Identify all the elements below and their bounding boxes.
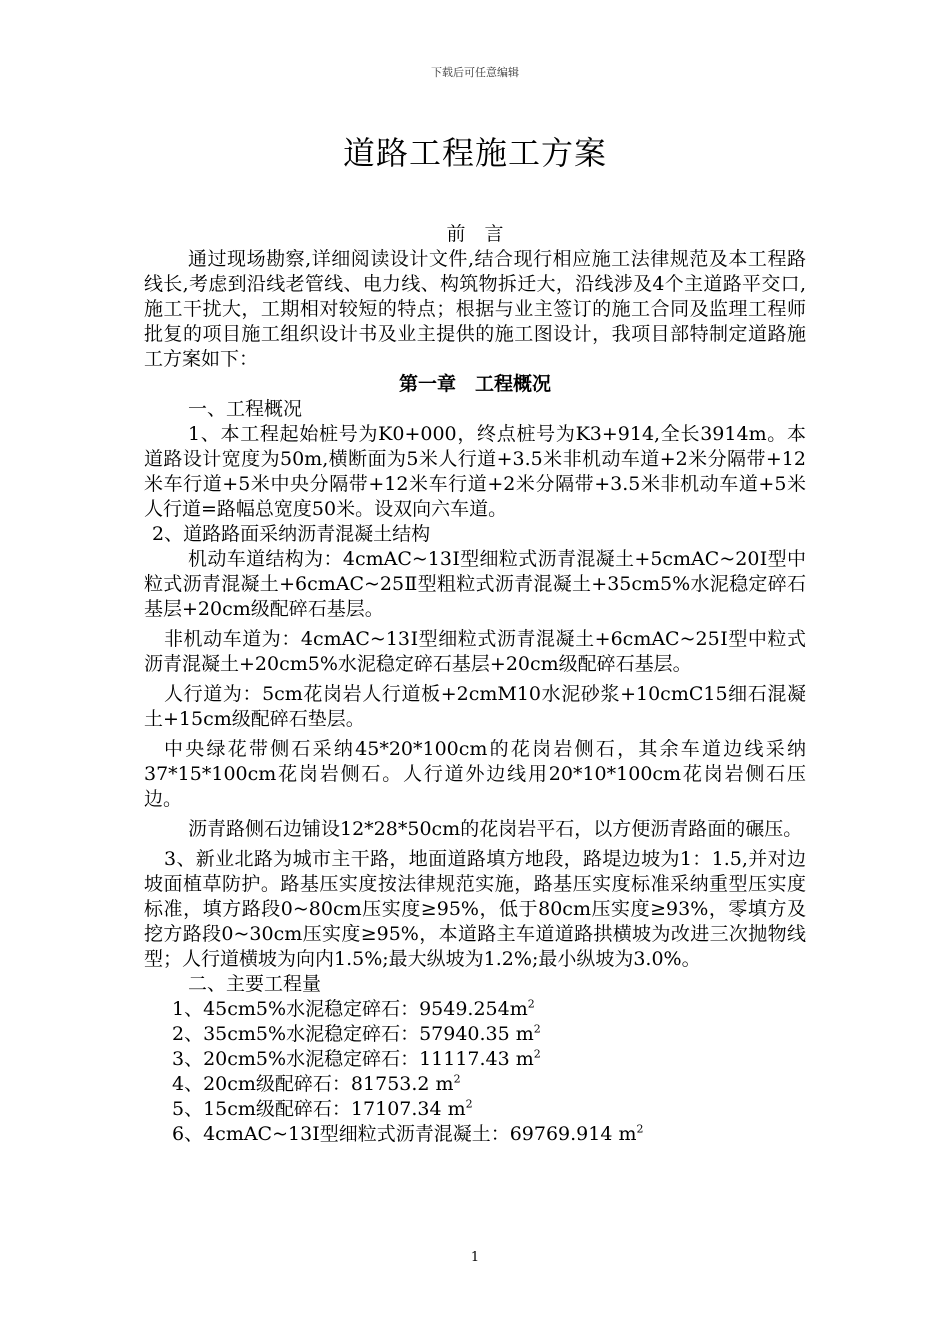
paragraph-route-info: 1、本工程起始桩号为K0+000，终点桩号为K3+914,全长3914m。本道路设计宽度为50m,横断面为5米人行道+3.5米非机动车道+2米分隔带+12米车行道+5米中央分隔带+12米车行道+2米分隔带+3.5米非机动车道+5米人行道=路幅总宽度50米。设双向六车道。 bbox=[144, 423, 806, 520]
paragraph-curbstone: 中央绿花带侧石采纳45*20*100cm的花岗岩侧石，其余车道边线采纳37*15*100cm花岗岩侧石。人行道外边线用20*10*100cm花岗岩侧石压边。 bbox=[144, 738, 806, 810]
preface-heading: 前 言 bbox=[446, 223, 504, 245]
page-number: 1 bbox=[470, 1250, 480, 1265]
document-title: 道路工程施工方案 bbox=[342, 134, 607, 172]
quantity-item: 1、45cm5%水泥稳定碎石：$9549.254m^2$ bbox=[172, 997, 535, 1020]
paragraph-pavement-structure: 2、道路路面采纳沥青混凝土结构 bbox=[152, 523, 431, 545]
paragraph-subgrade: 3、新业北路为城市主干路，地面道路填方地段，路堤边坡为1：1.5,并对边坡面植草防护。路基压实度按法律规范实施，路基压实度标准采纳重型压实度标准，填方路段0~80cm压实度≥95%，低于80cm压实度≥93%，零填方及挖方路段0~30cm压实度≥95%，本道路主车道道路拱横坡为改进三次抛物线型；人行道横坡为向内1.5%;最大纵坡为1.2%;最小纵坡为3.0%。 bbox=[144, 848, 806, 970]
paragraph-flat-stone: 沥青路侧石边铺设12*28*50cm的花岗岩平石，以方便沥青路面的碾压。 bbox=[188, 818, 803, 840]
quantity-item: 3、20cm5%水泥稳定碎石：11117.43 $m^2$ bbox=[172, 1047, 541, 1070]
header-note: 下载后可任意编辑 bbox=[431, 66, 519, 79]
paragraph-motor-lane: 机动车道结构为：4cmAC~13Ⅰ型细粒式沥青混凝土+5cmAC~20Ⅰ型中粒式沥青混凝土+6cmAC~25Ⅱ型粗粒式沥青混凝土+35cm5%水泥稳定碎石基层+20cm级配碎石基层。 bbox=[144, 548, 806, 620]
document-body bbox=[144, 222, 806, 1147]
quantity-item: 2、35cm5%水泥稳定碎石：57940.35 $m^2$ bbox=[172, 1022, 541, 1045]
chapter-heading: 第一章 工程概况 bbox=[398, 373, 551, 395]
section-heading-quantities: 二、主要工程量 bbox=[188, 973, 322, 995]
preface-paragraph: 通过现场勘察,详细阅读设计文件,结合现行相应施工法律规范及本工程路线长,考虑到沿线老管线、电力线、构筑物拆迁大，沿线涉及4个主道路平交口,施工干扰大，工期相对较短的特点；根据与业主签订的施工合同及监理工程师批复的项目施工组织设计书及业主提供的施工图设计，我项目部特制定道路施工方案如下： bbox=[144, 248, 806, 370]
quantity-item: 6、4cmAC~13Ⅰ型细粒式沥青混凝土：69769.914 $m^2$ bbox=[172, 1122, 644, 1145]
quantity-item: 4、20cm级配碎石：81753.2 $m^2$ bbox=[172, 1072, 461, 1095]
section-heading-overview: 一、工程概况 bbox=[188, 398, 303, 420]
quantity-item: 5、15cm级配碎石：17107.34 $m^2$ bbox=[172, 1097, 473, 1120]
paragraph-nonmotor-lane: 非机动车道为：4cmAC~13Ⅰ型细粒式沥青混凝土+6cmAC~25Ⅰ型中粒式沥青混凝土+20cm5%水泥稳定碎石基层+20cm级配碎石基层。 bbox=[144, 628, 806, 675]
paragraph-sidewalk: 人行道为：5cm花岗岩人行道板+2cmM10水泥砂浆+10cmC15细石混凝土+15cm级配碎石垫层。 bbox=[144, 683, 806, 730]
